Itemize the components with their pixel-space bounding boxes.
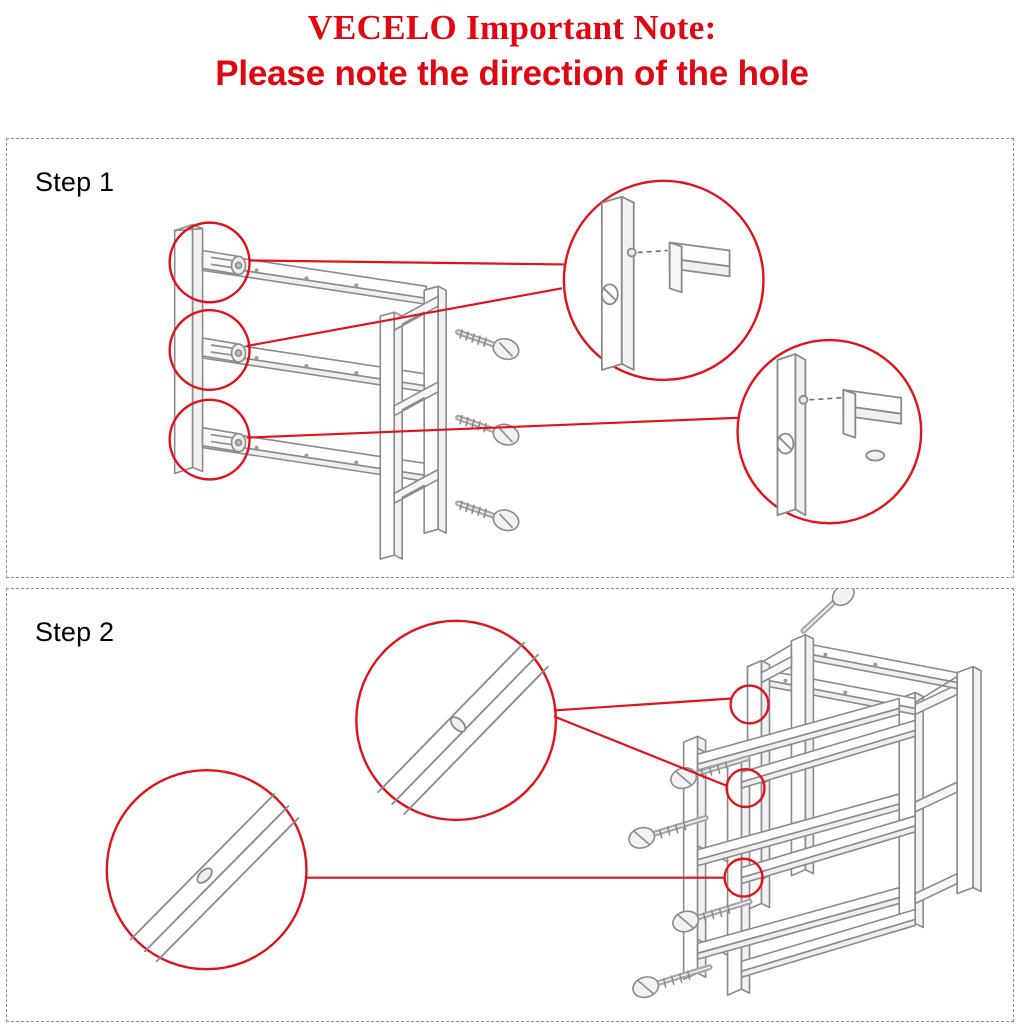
page-title-line-2: Please note the direction of the hole — [215, 54, 809, 93]
step-2-panel — [6, 588, 1014, 1022]
detail-circle-lower — [107, 770, 307, 969]
step-2-label: Step 2 — [35, 617, 115, 647]
step-1-illustration — [7, 139, 1013, 577]
detail-circle-top — [564, 181, 764, 380]
screw-1 — [458, 330, 521, 363]
screw-5 — [803, 589, 858, 631]
detail-circle-bottom — [738, 340, 922, 523]
screw-2 — [458, 416, 521, 449]
screw-3 — [458, 501, 521, 534]
step-1-label: Step 1 — [35, 167, 115, 197]
left-post — [175, 225, 203, 474]
header — [0, 0, 1024, 98]
step-2-illustration — [7, 589, 1013, 1021]
right-ladder-frame — [380, 286, 446, 559]
screw-4 — [630, 967, 709, 1000]
detail-circle-upper — [356, 621, 556, 820]
step-1-panel — [6, 138, 1014, 578]
page-title-line-1: VECELO Important Note: — [307, 8, 717, 47]
